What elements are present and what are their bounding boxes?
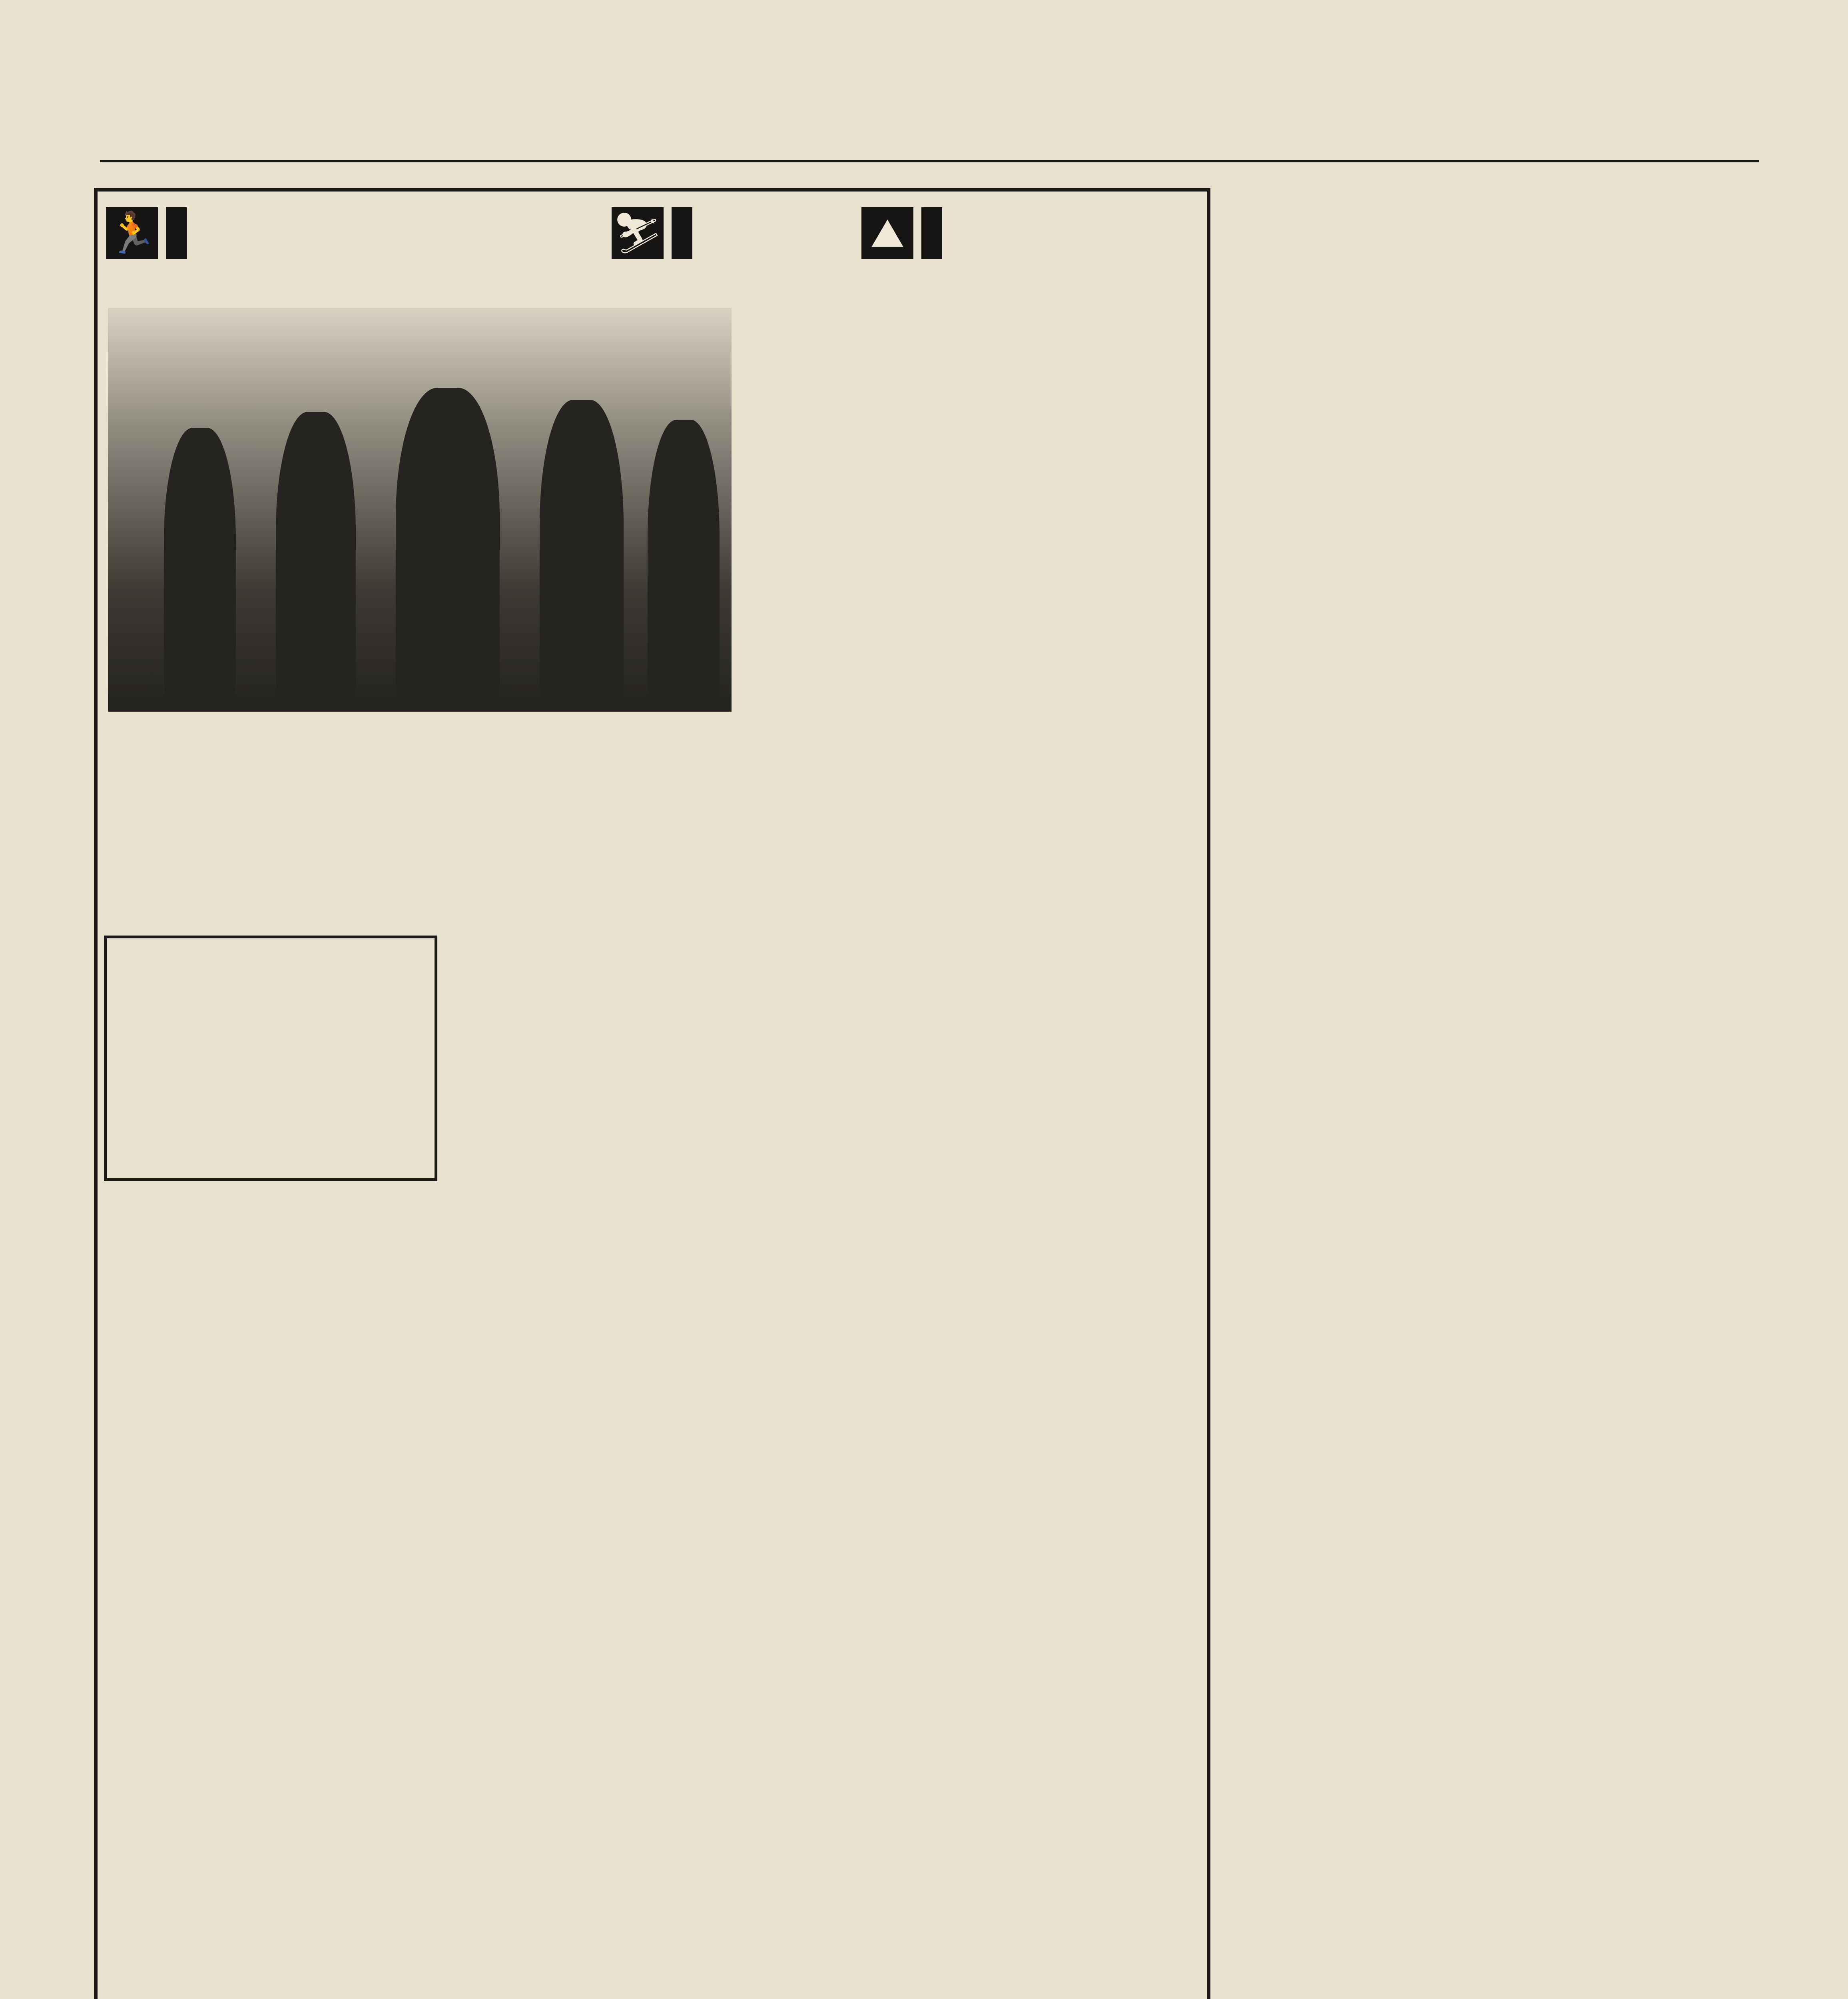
chess-headline-box — [104, 936, 437, 1181]
weightlifting-lead — [779, 440, 1187, 544]
photo-figure — [648, 420, 720, 712]
photo-figure — [164, 428, 236, 708]
photo-figure — [540, 400, 624, 712]
weightlifting-body-left — [779, 552, 975, 1231]
masthead-rule — [100, 160, 1759, 162]
chess-body-col2 — [424, 936, 728, 1999]
photo-figure — [276, 412, 356, 712]
hiker-icon: ⛰ — [861, 207, 913, 259]
runner-icon: 🏃 — [106, 207, 158, 259]
chess-intro-right — [424, 720, 728, 928]
athlete-icon: ⛷ — [612, 207, 664, 259]
photo-figure — [396, 388, 500, 712]
rubric-word-physical-culture — [166, 207, 187, 259]
rubric-word-sport — [672, 207, 692, 259]
weightlifting-body-right — [989, 552, 1185, 1151]
rubric-word-tourism — [921, 207, 942, 259]
photo-chess-players-farm — [108, 308, 732, 712]
section-rubric — [106, 200, 1193, 270]
chess-body-col1 — [108, 1171, 412, 1999]
chess-intro-left — [108, 720, 412, 928]
